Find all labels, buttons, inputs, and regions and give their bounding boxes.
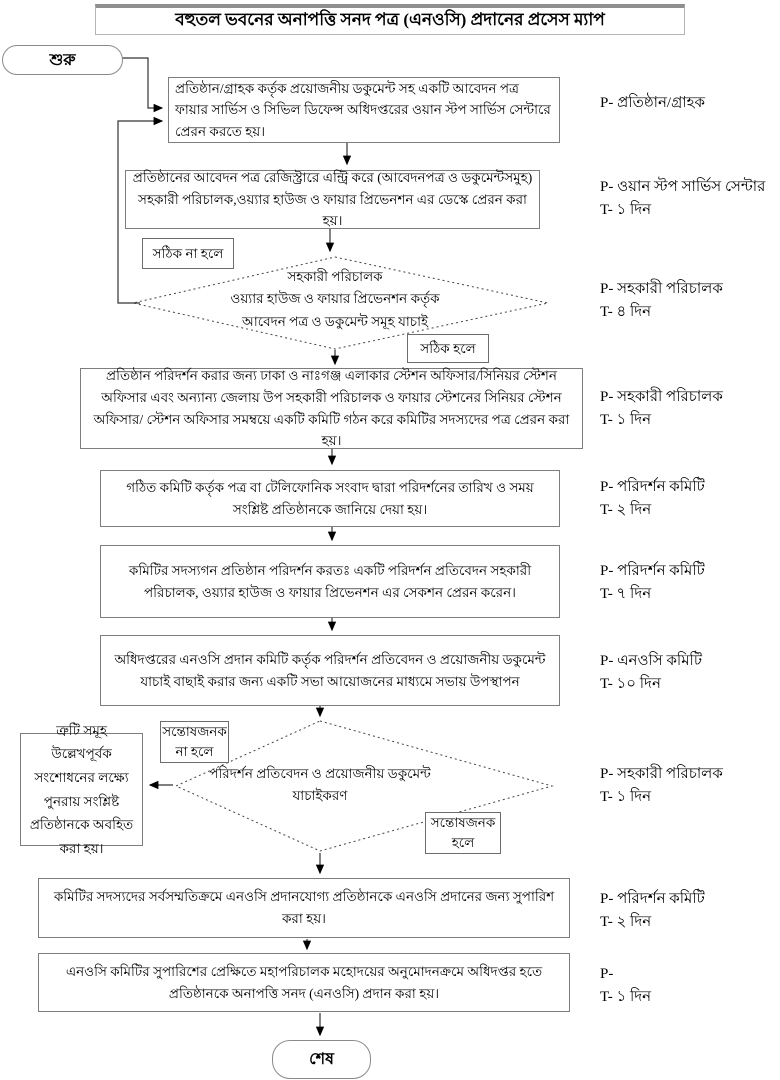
annotation-4	[600, 386, 778, 431]
annotation-1-person: P- প্রতিষ্ঠান/গ্রাহক	[600, 95, 706, 111]
decision-1-line-3: আবেদন পত্র ও ডকুমেন্ট সমূহ যাচাই	[241, 313, 429, 329]
annotation-6-person: P- পরিদর্শন কমিটি	[600, 563, 705, 579]
branch-label-correct: সঠিক হলে	[407, 334, 489, 363]
annotation-10-time: T- ১ দিন	[600, 988, 652, 1005]
page-title: বহুতল ভবনের অনাপত্তি সনদ পত্র (এনওসি) প্রদানের প্রসেস ম্যাপ	[95, 4, 685, 35]
annotation-8-time: T- ১ দিন	[600, 788, 652, 805]
annotation-7-time: T- ১০ দিন	[600, 675, 661, 692]
branch-label-not-satisfactory: সন্তোষজনক না হলে	[160, 721, 229, 763]
annotation-7-person: P- এনওসি কমিটি	[600, 653, 703, 669]
annotation-1	[600, 92, 778, 115]
step-8-box: এনওসি কমিটির সুপারিশের প্রেক্ষিতে মহাপরিচালক মহোদয়ের অনুমোদনক্রমে অধিদপ্তর হতে প্রতিষ্ঠানকে অনাপত্তি সনদ (এনওসি) প্রদান করা হয়।	[38, 953, 570, 1012]
annotation-3-time: T- ৪ দিন	[600, 303, 652, 320]
annotation-8-person: P- সহকারী পরিচালক	[600, 766, 723, 782]
annotation-2	[600, 176, 778, 221]
annotation-6	[600, 560, 778, 605]
end-label: শেষ	[309, 1051, 334, 1068]
step-7-box: কমিটির সদস্যদের সর্বসম্মতিক্রমে এনওসি প্রদানযোগ্য প্রতিষ্ঠানকে এনওসি প্রদানের জন্য সুপারিশ করা হয়।	[38, 878, 570, 938]
step-2-box: প্রতিষ্ঠানের আবেদন পত্র রেজিস্ট্রারে এন্ট্রি করে (আবেদনপত্র ও ডকুমেন্টসমুহ) সহকারী পরিচালক,ওয়্যার হাউজ ও ফায়ার প্রিভেনশন এর ডেস্কে প্রেরন করা হয়।	[125, 170, 540, 229]
step-1-box: প্রতিষ্ঠান/গ্রাহক কর্তৃক প্রয়োজনীয় ডকুমেন্ট সহ একটি আবেদন পত্র ফায়ার সার্ভিস ও সিভিল ডিফেন্স অধিদপ্তরের ওয়ান স্টপ সার্ভিস সেন্টারে প্রেরন করতে হয়।	[168, 77, 560, 143]
decision-2-line-1: পরিদর্শন প্রতিবেদন ও প্রয়োজনীয় ডকুমেন্ট	[209, 766, 431, 781]
step-4-box: গঠিত কমিটি কর্তৃক পত্র বা টেলিফোনিক সংবাদ দ্বারা পরিদর্শনের তারিখ ও সময় সংশ্লিষ্ট প্রতিষ্ঠানকে জানিয়ে দেয়া হয়।	[100, 470, 560, 527]
annotation-10-person: P-	[600, 966, 614, 982]
annotation-3	[600, 278, 778, 323]
annotation-9-time: T- ২ দিন	[600, 913, 652, 930]
annotation-2-person: P- ওয়ান স্টপ সার্ভিস সেন্টার	[600, 179, 766, 195]
end-node	[272, 1040, 371, 1079]
decision-1-text	[150, 266, 520, 333]
annotation-9-person: P- পরিদর্শন কমিটি	[600, 891, 705, 907]
start-label: শুরু	[49, 51, 76, 69]
decision-2-line-2: যাচাইকরণ	[292, 788, 348, 804]
annotation-7	[600, 650, 778, 695]
annotation-4-time: T- ১ দিন	[600, 411, 652, 428]
annotation-4-person: P- সহকারী পরিচালক	[600, 389, 723, 405]
annotation-10	[600, 963, 778, 1008]
branch-label-satisfactory: সন্তোষজনক হলে	[425, 812, 501, 854]
annotation-9	[600, 888, 778, 933]
decision-1-line-2: ওয়্যার হাউজ ও ফায়ার প্রিভেনশন কর্তৃক	[230, 291, 440, 307]
annotation-5	[600, 476, 778, 521]
step-3-box: প্রতিষ্ঠান পরিদর্শন করার জন্য ঢাকা ও নাঃগঞ্জ এলাকার স্টেশন অফিসার/সিনিয়র স্টেশন অফিসার এবং অন্যান্য জেলায় উপ সহকারী পরিচালক ও ফায়ার স্টেশনের সিনিয়র স্টেশন অফিসার/ স্টেশন অফিসার সমম্বয়ে একটি কমিটি গঠন করে কমিটির সদস্যদের পত্র প্রেরন করা হয়।	[80, 368, 583, 449]
step-5-box: কমিটির সদস্যগন প্রতিষ্ঠান পরিদর্শন করতঃ একটি পরিদর্শন প্রতিবেদন সহকারী পরিচালক, ওয়্যার হাউজ ও ফায়ার প্রিভেনশন এর সেকশন প্রেরন করেন।	[100, 545, 560, 618]
start-node	[2, 45, 123, 75]
annotation-2-time: T- ১ দিন	[600, 201, 652, 218]
annotation-6-time: T- ৭ দিন	[600, 585, 652, 602]
branch-label-not-correct: সঠিক না হলে	[142, 238, 234, 269]
step-6-box: অধিদপ্তরের এনওসি প্রদান কমিটি কর্তৃক পরিদর্শন প্রতিবেদন ও প্রয়োজনীয় ডকুমেন্ট যাচাই বাছাই করার জন্য একটি সভা আয়োজনের মাধ্যমে সভায় উপস্থাপন	[100, 635, 560, 706]
annotation-5-time: T- ২ দিন	[600, 501, 652, 518]
annotation-8	[600, 763, 778, 808]
annotation-3-person: P- সহকারী পরিচালক	[600, 281, 723, 297]
decision-2-text	[170, 763, 470, 808]
decision-1-line-1: সহকারী পরিচালক	[287, 269, 383, 284]
annotation-5-person: P- পরিদর্শন কমিটি	[600, 479, 705, 495]
feedback-box: ত্রুটি সমূহ উল্লেখপূর্বক সংশোধনের লক্ষ্যে পুনরায় সংশ্লিষ্ট প্রতিষ্ঠানকে অবহিত করা হয়।	[20, 733, 143, 846]
